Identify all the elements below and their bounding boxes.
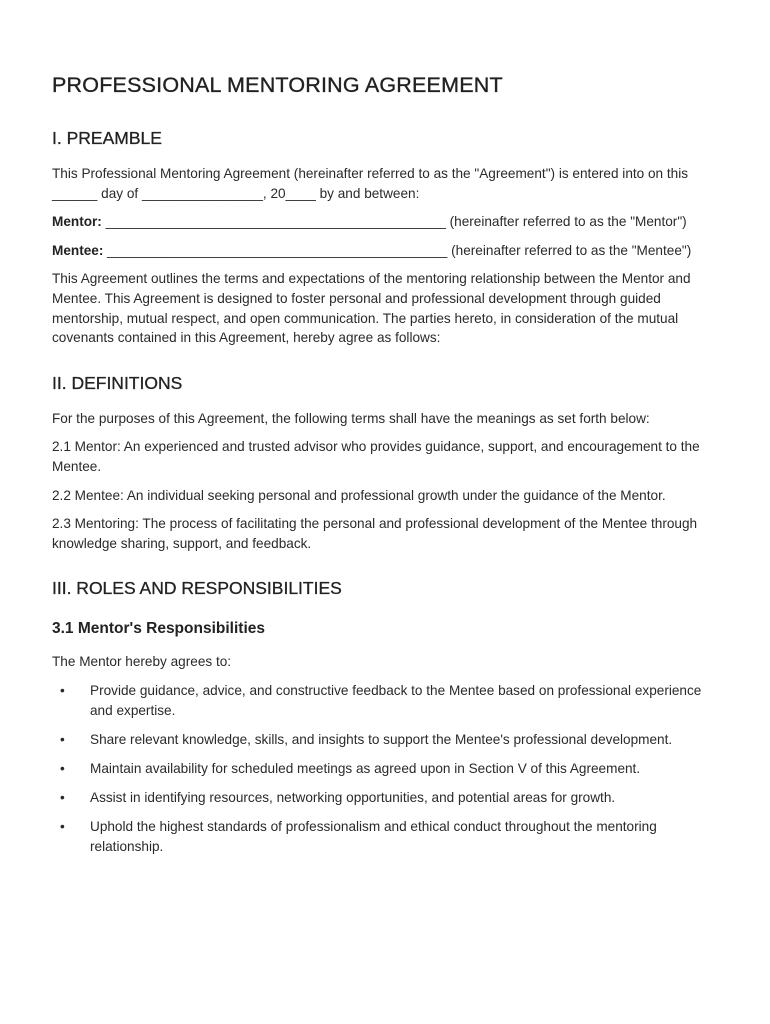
preamble-intro: This Professional Mentoring Agreement (hereinafter referred to as the "Agreement") is entered into on this ______ day of ________________, 20____ by and between: bbox=[52, 166, 689, 201]
bullet-icon: • bbox=[60, 760, 65, 776]
preamble-outline: This Agreement outlines the terms and expectations of the mentoring relationship between the Mentor and Mentee. This Agreement is designed to foster personal and professional development through guided mentorship, mutual respect, and open communication. The parties hereto, in consideration of the mutual covenants contained in this Agreement, hereby agree as follows: bbox=[52, 271, 691, 346]
bullet-icon: • bbox=[60, 819, 65, 835]
list-item bbox=[52, 681, 722, 720]
section-heading-roles: III. ROLES AND RESPONSIBILITIES bbox=[52, 578, 342, 599]
mentee-party-line bbox=[52, 241, 722, 261]
mentor-responsibilities-list bbox=[52, 681, 722, 857]
list-item bbox=[52, 759, 722, 779]
mentor-party-line bbox=[52, 212, 722, 232]
definition-mentoring: 2.3 Mentoring: The process of facilitating the personal and professional development of the Mentee through knowledge sharing, support, and feedback. bbox=[52, 516, 698, 551]
definitions-intro: For the purposes of this Agreement, the following terms shall have the meanings as set forth below: bbox=[52, 410, 650, 426]
list-item bbox=[52, 730, 722, 750]
bullet-icon: • bbox=[60, 731, 65, 747]
list-item bbox=[52, 788, 722, 808]
list-item bbox=[52, 817, 722, 856]
document-title: PROFESSIONAL MENTORING AGREEMENT bbox=[52, 73, 503, 97]
mentor-responsibilities-intro: The Mentor hereby agrees to: bbox=[52, 654, 232, 670]
section-heading-preamble: I. PREAMBLE bbox=[52, 128, 162, 148]
mentor-label: Mentor: bbox=[52, 214, 102, 230]
definition-mentee: 2.2 Mentee: An individual seeking personal and professional growth under the guidance of the Mentor. bbox=[52, 487, 666, 503]
mentor-blank-text: _____________________________________________ (hereinafter referred to as the "Mentor") bbox=[101, 214, 687, 230]
subsection-heading-mentor-responsibilities: 3.1 Mentor's Responsibilities bbox=[52, 620, 265, 638]
list-item-text: Uphold the highest standards of professionalism and ethical conduct throughout the mentoring relationship. bbox=[90, 819, 657, 854]
list-item-text: Maintain availability for scheduled meetings as agreed upon in Section V of this Agreement. bbox=[90, 760, 641, 776]
definition-mentor: 2.1 Mentor: An experienced and trusted advisor who provides guidance, support, and encouragement to the Mentee. bbox=[52, 439, 700, 474]
list-item-text: Provide guidance, advice, and constructive feedback to the Mentee based on professional experience and expertise. bbox=[90, 682, 702, 718]
document-page bbox=[52, 70, 722, 866]
bullet-icon: • bbox=[60, 682, 65, 698]
list-item-text: Assist in identifying resources, networking opportunities, and potential areas for growth. bbox=[90, 790, 616, 806]
bullet-icon: • bbox=[60, 790, 65, 806]
mentee-label: Mentee: bbox=[52, 242, 104, 258]
section-heading-definitions: II. DEFINITIONS bbox=[52, 372, 183, 393]
mentee-blank-text: _____________________________________________ (hereinafter referred to as the "Mentee") bbox=[103, 242, 692, 258]
list-item-text: Share relevant knowledge, skills, and insights to support the Mentee's professional development. bbox=[90, 731, 673, 747]
